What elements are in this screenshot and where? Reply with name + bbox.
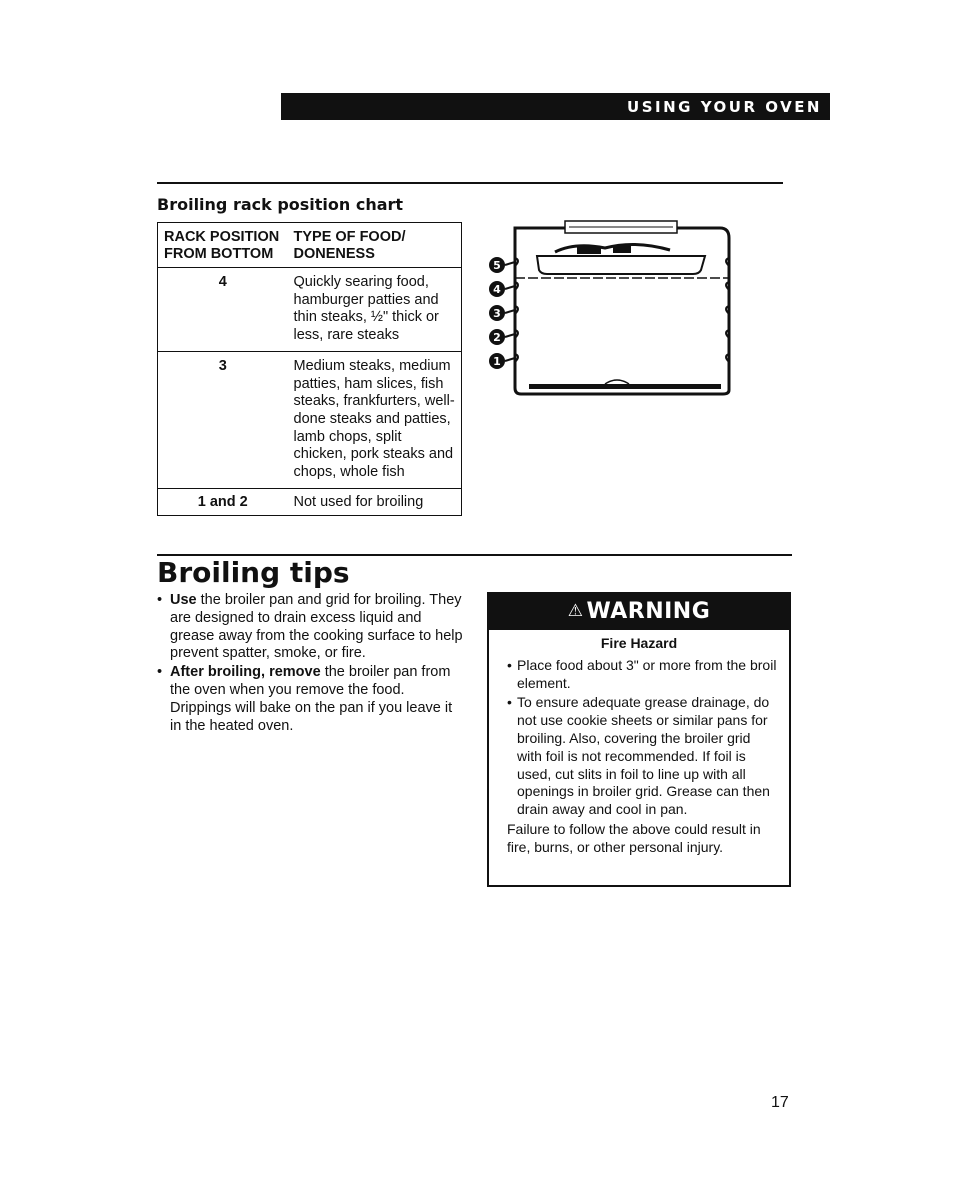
table-header-row — [158, 223, 462, 268]
rack-label-3 — [489, 305, 515, 321]
broiler-pan — [537, 256, 705, 274]
section-title: USING YOUR OVEN — [627, 97, 822, 116]
page-number: 17 — [771, 1094, 789, 1111]
rack-position-table — [157, 222, 462, 516]
rack-label-4 — [489, 281, 515, 297]
food-type-cell: Quickly searing food, hamburger patties and thin steaks, ½" thick or less, rare steaks — [288, 268, 462, 352]
svg-text:2: 2 — [493, 331, 501, 344]
rack-position-cell: 3 — [158, 351, 288, 488]
warning-box — [487, 592, 791, 887]
rack-number-labels — [489, 257, 515, 369]
column-header-food-type: TYPE OF FOOD/ DONENESS — [288, 223, 462, 268]
broiler-food — [555, 244, 670, 252]
column-header-rack-position: RACK POSITION FROM BOTTOM — [158, 223, 288, 268]
list-item: • After broiling, remove the broiler pan from the oven when you remove the food. Drippings will bake on the pan if you leave it in the heated oven. — [157, 664, 467, 735]
svg-text:3: 3 — [493, 307, 501, 320]
warning-header — [489, 594, 789, 630]
table-row — [158, 351, 462, 488]
oven-rack-diagram — [485, 218, 735, 400]
rack-label-5 — [489, 257, 515, 273]
broiling-tips-list — [157, 592, 467, 736]
rack-position-cell: 4 — [158, 268, 288, 352]
food-type-cell: Medium steaks, medium patties, ham slices, fish steaks, frankfurters, well-done steaks and patties, lamb chops, split chicken, pork steaks and chops, whole fish — [288, 351, 462, 488]
section-header-bar — [281, 93, 830, 120]
svg-text:4: 4 — [493, 283, 501, 296]
rack-label-1 — [489, 353, 515, 369]
food-type-cell: Not used for broiling — [293, 493, 424, 510]
svg-text:1: 1 — [493, 355, 501, 368]
list-item: • Place food about 3" or more from the broil element. — [507, 657, 777, 693]
warning-triangle-icon: ⚠ — [567, 601, 584, 622]
warning-list — [489, 657, 789, 819]
warning-subtitle: Fire Hazard — [600, 635, 678, 651]
list-item: • Use the broiler pan and grid for broiling. They are designed to drain excess liquid and grease away from the cooking surface to help prevent spatter, smoke, or fire. — [157, 592, 467, 663]
table-row — [158, 268, 462, 352]
warning-footer: Failure to follow the above could result in fire, burns, or other personal injury. — [507, 820, 761, 855]
rack-label-2 — [489, 329, 515, 345]
list-item: • To ensure adequate grease drainage, do not use cookie sheets or similar pans for broiling. Also, covering the broiler grid with foil is not recommended. If foil is used, cut slits in foil to line up with all openings in broiler grid. Grease can then drain away and cool in pan. — [507, 694, 777, 819]
chart-heading: Broiling rack position chart — [157, 195, 404, 214]
bake-element — [529, 384, 721, 389]
table-row — [158, 488, 462, 516]
top-divider — [157, 182, 783, 184]
svg-text:5: 5 — [493, 259, 501, 272]
warning-title: WARNING — [586, 599, 711, 625]
rack-position-cell: 1 and 2 — [197, 493, 248, 510]
broiling-tips-title: Broiling tips — [157, 556, 350, 589]
